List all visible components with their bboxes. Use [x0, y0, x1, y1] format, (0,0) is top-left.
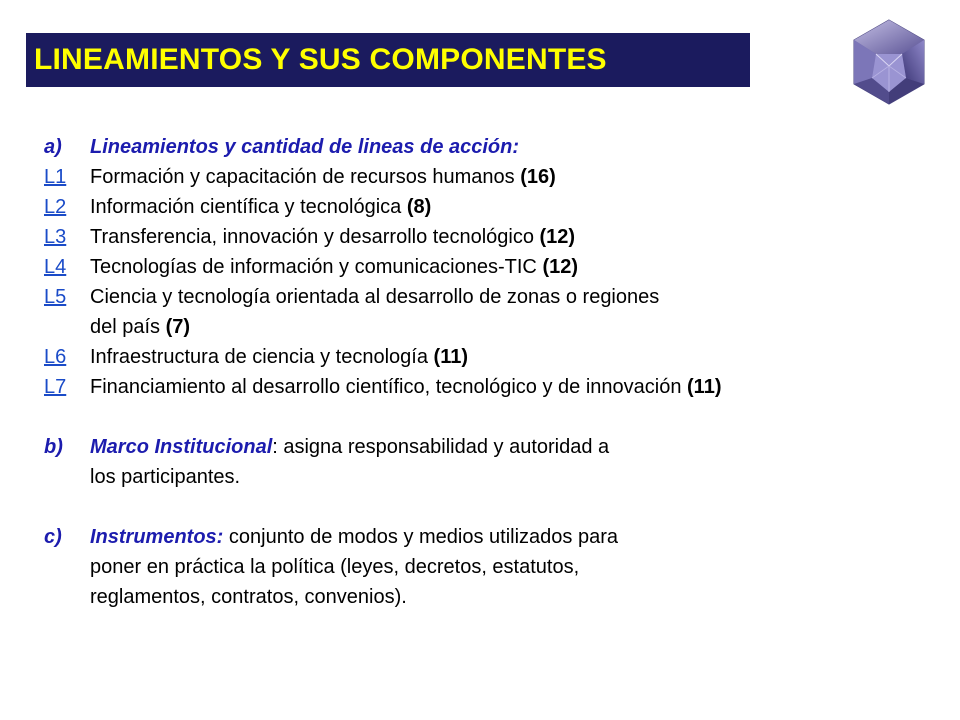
- section-c-row-cont-2: [44, 582, 944, 612]
- guideline-row-l1: [44, 162, 944, 192]
- section-c-heading: Instrumentos:: [90, 526, 224, 548]
- guideline-row-l6: [44, 342, 944, 372]
- section-b-heading: Marco Institucional: [90, 436, 273, 458]
- guideline-text-l4: Tecnologías de información y comunicaciones-TIC (12): [90, 256, 579, 278]
- section-c-text: Instrumentos: conjunto de modos y medios utilizados para: [90, 526, 619, 548]
- title-banner: [26, 33, 750, 87]
- section-b-row-cont: [44, 462, 944, 492]
- section-c-row: [44, 522, 944, 552]
- guideline-count-l6: (11): [433, 346, 468, 368]
- guideline-row-l5-cont: [44, 312, 944, 342]
- guideline-link-l1[interactable]: L1: [44, 166, 67, 188]
- guideline-count-l7: (11): [687, 376, 722, 398]
- guideline-text-l6: Infraestructura de ciencia y tecnología (11): [90, 346, 468, 368]
- guideline-count-l3: (12): [539, 226, 576, 248]
- slide-title: LINEAMIENTOS Y SUS COMPONENTES: [34, 43, 607, 76]
- guideline-link-l5[interactable]: L5: [44, 286, 67, 308]
- guideline-text-l7: Financiamiento al desarrollo científico, tecnológico y de innovación (11): [90, 376, 722, 398]
- section-a-heading: Lineamientos y cantidad de lineas de acción:: [90, 136, 520, 158]
- section-b-text: Marco Institucional: asigna responsabilidad y autoridad a: [90, 436, 610, 458]
- guideline-row-l2: [44, 192, 944, 222]
- section-b-marker: b): [44, 436, 63, 458]
- section-a-marker: a): [44, 136, 62, 158]
- section-c-text-cont-1: poner en práctica la política (leyes, decretos, estatutos,: [90, 556, 580, 578]
- guideline-row-l3: [44, 222, 944, 252]
- guideline-text-l5-cont: del país (7): [90, 316, 191, 338]
- guideline-count-l2: (8): [406, 196, 432, 218]
- guideline-count-l5: (7): [165, 316, 191, 338]
- section-c-row-cont-1: [44, 552, 944, 582]
- guideline-count-l1: (16): [520, 166, 556, 188]
- spacer: [44, 402, 944, 432]
- guideline-link-l4[interactable]: L4: [44, 256, 67, 278]
- guideline-text-l2: Información científica y tecnológica (8): [90, 196, 432, 218]
- slide-body: [44, 132, 944, 612]
- section-c-text-cont-2: reglamentos, contratos, convenios).: [90, 586, 407, 608]
- guideline-row-l7: [44, 372, 944, 402]
- section-c-marker: c): [44, 526, 62, 548]
- section-b-row: [44, 432, 944, 462]
- section-a-heading-row: [44, 132, 944, 162]
- hexagon-gem-icon: [852, 18, 926, 106]
- guideline-link-l2[interactable]: L2: [44, 196, 67, 218]
- guideline-link-l3[interactable]: L3: [44, 226, 67, 248]
- guideline-link-l7[interactable]: L7: [44, 376, 67, 398]
- section-b-text-cont: los participantes.: [90, 466, 241, 488]
- guideline-row-l5: [44, 282, 944, 312]
- guideline-row-l4: [44, 252, 944, 282]
- guideline-count-l4: (12): [542, 256, 579, 278]
- guideline-text-l5: Ciencia y tecnología orientada al desarrollo de zonas o regiones: [90, 286, 660, 308]
- spacer: [44, 492, 944, 522]
- guideline-text-l1: Formación y capacitación de recursos humanos (16): [90, 166, 556, 188]
- guideline-text-l3: Transferencia, innovación y desarrollo tecnológico (12): [90, 226, 576, 248]
- guideline-link-l6[interactable]: L6: [44, 346, 67, 368]
